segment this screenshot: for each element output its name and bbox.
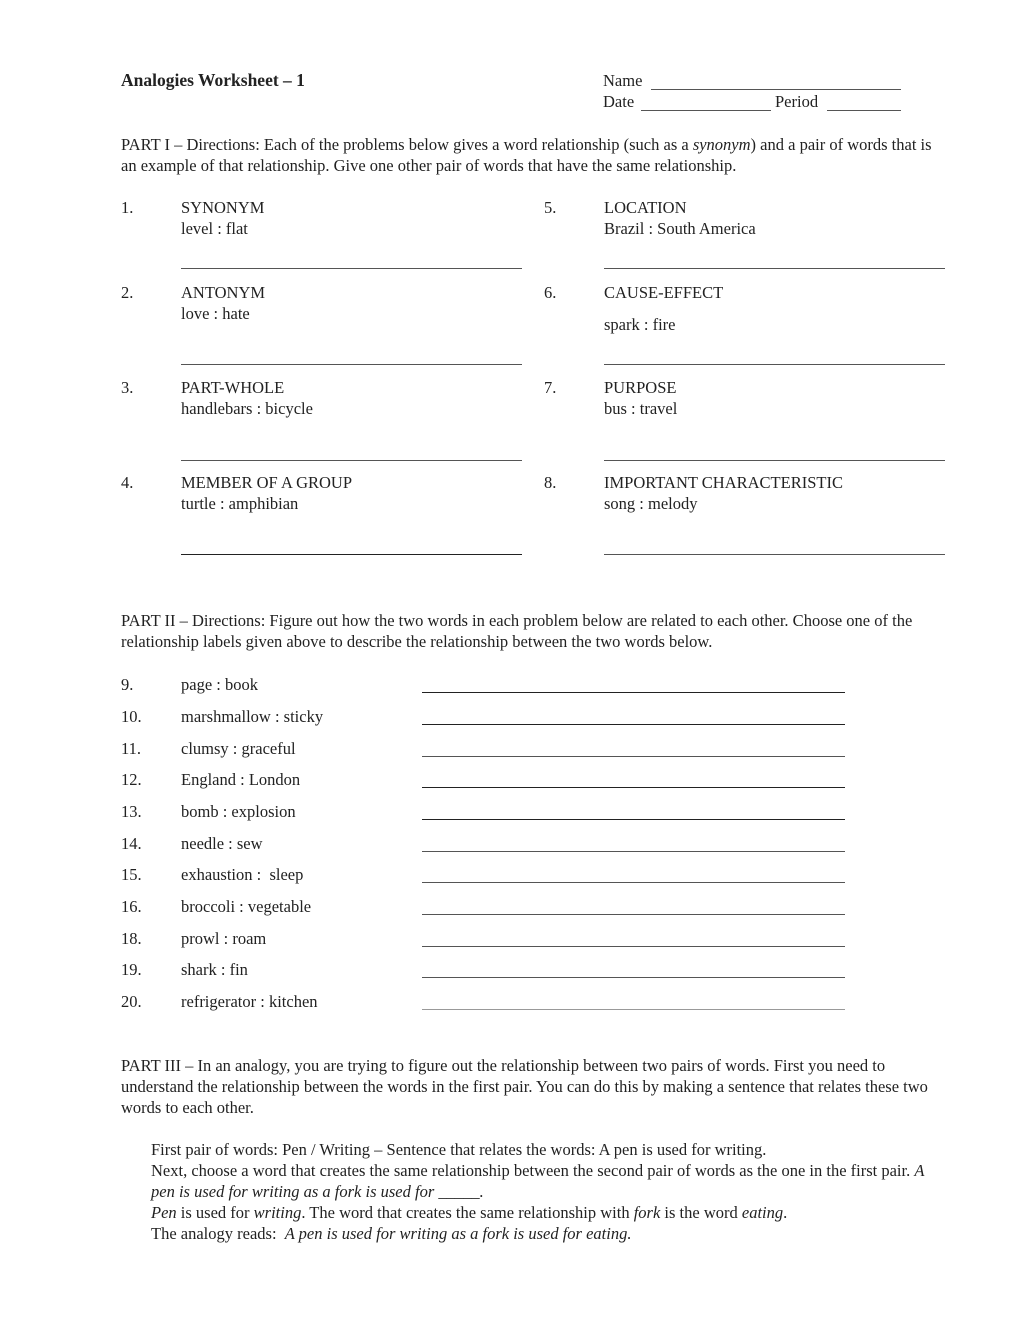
answer-line[interactable] — [181, 554, 522, 555]
answer-line[interactable] — [422, 756, 845, 757]
part3-intro: PART III – In an analogy, you are trying to figure out the relationship between two pairs of words. First you need to understand the relationship between the words in the first pair. You can do this by making a sentence that relates these two words to each other. — [121, 1056, 928, 1117]
answer-line[interactable] — [181, 364, 522, 365]
page-title: Analogies Worksheet – 1 — [121, 70, 305, 90]
answer-line[interactable] — [422, 692, 845, 693]
answer-line[interactable] — [604, 460, 945, 461]
answer-line[interactable] — [422, 882, 845, 883]
worksheet-page: Analogies Worksheet – 1 Name Date Period PART I – Directions: Each of the problems below gives a word relationship (such as a synonym) and a pair of words that is an example of that relationship. Give one other pair of words that have the same relationship. 1. SYNONYM level : flat 2. ANTONYM love : hate 3. PART-WHOLE handlebars : bicycle 4. MEMBER OF A GROUP turtle : amphibian 5. LOCATION Brazil : South America 6. CAUSE-EFFECT spark : fire 7. PURPOSE bus : travel 8. IMPORTANT CHARACTERISTIC song : melody PART II – Directions: Figure out how the two words in each problem below are related to each other. Choose one of the relationship labels given above to describe the relationship between the two words below. 9. page : book 10. marshmallow : sticky 11. clumsy : graceful 12. England : London 13. bomb : explosion 14. needle : sew 15. exhaustion : sleep 16. broccoli : vegetable 18. prowl : roam 19. shark : fin 20. refrigerator : kitchen PART III – In an analogy, you are trying to figure out the relationship between two pairs of words. First you need to understand the relationship between the words in the first pair. You can do this by making a sentence that relates these two words to each other. First pair of words: Pen / Writing – Sentence that relates the words: A pen is used for writing. Next, choose a word that creates the same relationship between the second pair of words as the one in the first pair. A pen is used for writing as a fork is used for _____. Pen is used for writing. The word that creates the same relationship with fork is the word eating. The analogy reads: A pen is used for writing as a fork is used for eating. — [0, 0, 1024, 1325]
answer-line[interactable] — [422, 819, 845, 820]
example-line-2: Next, choose a word that creates the same relationship between the second pair of words as the one in the first pair. A pen is used for writing as a fork is used for _____. — [151, 1161, 925, 1201]
answer-line[interactable] — [604, 364, 945, 365]
date-label: Date — [603, 92, 635, 111]
part2-directions: PART II – Directions: Figure out how the two words in each problem below are related to each other. Choose one of the relationship labels given above to describe the relationship between the two words below. — [121, 611, 913, 651]
answer-line[interactable] — [422, 946, 845, 947]
name-field[interactable] — [651, 89, 901, 90]
name-label: Name — [603, 71, 643, 90]
example-line-1: First pair of words: Pen / Writing – Sentence that relates the words: A pen is used for writing. — [151, 1140, 767, 1159]
part1-directions: PART I – Directions: Each of the problems below gives a word relationship (such as a synonym) and a pair of words that is an example of that relationship. Give one other pair of words that have the same relationship. — [121, 135, 932, 175]
example-line-3: Pen is used for writing. The word that creates the same relationship with fork is the word eating. — [151, 1203, 788, 1222]
answer-line[interactable] — [604, 554, 945, 555]
answer-line[interactable] — [422, 914, 845, 915]
answer-line[interactable] — [422, 977, 845, 978]
period-label: Period — [775, 92, 819, 111]
example-line-4: The analogy reads: A pen is used for writing as a fork is used for eating. — [151, 1224, 632, 1243]
answer-line[interactable] — [422, 1009, 845, 1010]
part3-example — [151, 1139, 951, 1244]
answer-line[interactable] — [181, 268, 522, 269]
answer-line[interactable] — [422, 787, 845, 788]
answer-line[interactable] — [422, 724, 845, 725]
answer-line[interactable] — [604, 268, 945, 269]
answer-line[interactable] — [181, 460, 522, 461]
date-field[interactable] — [641, 110, 771, 111]
period-field[interactable] — [827, 110, 901, 111]
answer-line[interactable] — [422, 851, 845, 852]
